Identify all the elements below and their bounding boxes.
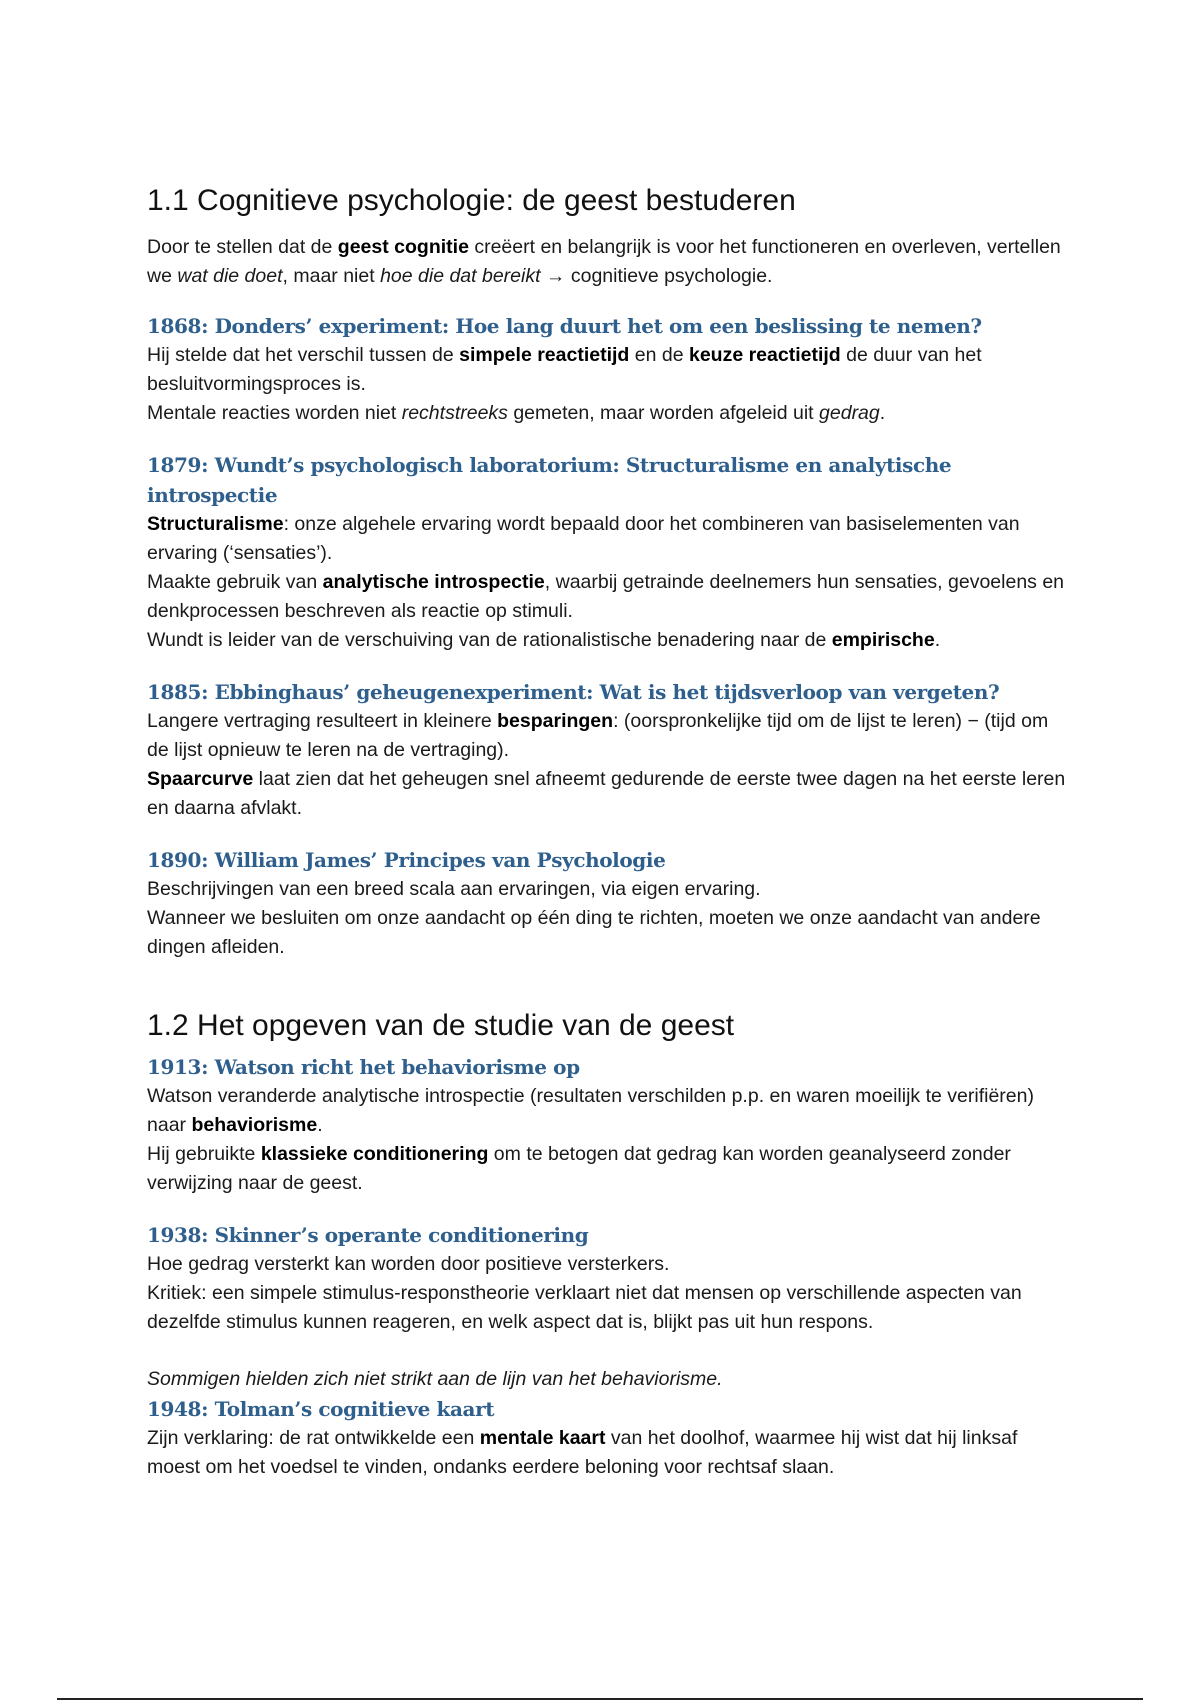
entry-heading: 1885: Ebbinghaus’ geheugenexperiment: Wat is het tijdsverloop van vergeten? (147, 680, 1000, 704)
entry (147, 677, 1067, 823)
text-run: Beschrijvingen van een breed scala aan ervaringen, via eigen ervaring. (147, 878, 761, 900)
text-run: Wanneer we besluiten om onze aandacht op één ding te richten, moeten we onze aandacht van andere dingen afleiden. (147, 907, 1041, 958)
text-run: om te betogen dat gedrag kan worden geanalyseerd zonder verwijzing naar de geest. (147, 1143, 1011, 1194)
entry-body (147, 341, 1067, 428)
section-1-entries (147, 311, 1067, 962)
paragraph (147, 707, 1067, 765)
text-run: Maakte gebruik van (147, 571, 323, 593)
text-run: : (oorspronkelijke tijd om de lijst te leren) − (tijd om de lijst opnieuw te leren na de vertraging). (147, 710, 1049, 761)
text-run: de duur van het besluitvormingsproces is. (147, 344, 982, 395)
paragraph (147, 1250, 1067, 1279)
paragraph (147, 1082, 1067, 1140)
section-1-title: 1.1 Cognitieve psychologie: de geest bestuderen (147, 184, 796, 217)
italic-term: hoe die dat bereikt (380, 265, 541, 287)
text-run: → cognitieve psychologie. (540, 265, 773, 287)
paragraph (147, 510, 1067, 568)
text-run: Zijn verklaring: de rat ontwikkelde een (147, 1427, 480, 1449)
paragraph (147, 765, 1067, 823)
text-run: . (934, 629, 941, 651)
text-run: : onze algehele ervaring wordt bepaald door het combineren van basiselementen van ervaring (‘sensaties’). (147, 513, 1020, 564)
paragraph (147, 626, 1067, 655)
text-run: Hij gebruikte (147, 1143, 261, 1165)
italic-term: wat die doet (177, 265, 283, 287)
entry-heading: 1913: Watson richt het behaviorisme op (147, 1055, 580, 1079)
text-run: Door te stellen dat de (147, 236, 338, 258)
entry (147, 1220, 1067, 1337)
entry-body (147, 1082, 1067, 1198)
bold-term: Structuralisme (147, 513, 284, 535)
bold-term: analytische introspectie (322, 571, 545, 593)
section-2-entries (147, 1052, 1067, 1337)
text-run: Hij stelde dat het verschil tussen de (147, 344, 460, 366)
bold-term: simpele reactietijd (459, 344, 630, 366)
entry-body (147, 707, 1067, 823)
section-1-intro (147, 233, 1067, 291)
text-run: gemeten, maar worden afgeleid uit (507, 402, 820, 424)
paragraph (147, 568, 1067, 626)
document-page (147, 183, 1067, 1482)
text-run: . (317, 1114, 323, 1136)
entry-body (147, 875, 1067, 962)
entry-body (147, 510, 1067, 655)
text-run: Watson veranderde analytische introspectie (resultaten verschilden p.p. en waren moeilijk te verifiëren) naar (147, 1085, 1034, 1136)
entry (147, 1052, 1067, 1198)
text-run: van het doolhof, waarmee hij wist dat hij linksaf moest om het voedsel te vinden, ondanks eerdere beloning voor rechtsaf slaan. (147, 1427, 1018, 1478)
entry-body (147, 1424, 1067, 1482)
text-run: Wundt is leider van de verschuiving van de rationalistische benadering naar de (147, 629, 832, 651)
text-run: . (879, 402, 886, 424)
entry (147, 845, 1067, 962)
paragraph (147, 1279, 1067, 1337)
bold-term: klassieke conditionering (260, 1143, 489, 1165)
behaviorism-note-text: Sommigen hielden zich niet strikt aan de lijn van het behaviorisme. (147, 1368, 723, 1390)
paragraph (147, 399, 1067, 428)
italic-term: rechtstreeks (401, 402, 508, 424)
entry-tolman (147, 1394, 1067, 1482)
text-run: creëert en belangrijk is voor het functioneren en overleven, vertellen we (147, 236, 1061, 287)
paragraph (147, 1140, 1067, 1198)
paragraph (147, 1424, 1067, 1482)
text-run: Langere vertraging resulteert in kleinere (147, 710, 498, 732)
text-run: , maar niet (282, 265, 381, 287)
entry-heading: 1868: Donders’ experiment: Hoe lang duurt het om een beslissing te nemen? (147, 314, 982, 338)
bold-term: behaviorisme (191, 1114, 318, 1136)
entry-heading: 1938: Skinner’s operante conditionering (147, 1223, 589, 1247)
bold-term: geest cognitie (337, 236, 469, 258)
section-2-title: 1.2 Het opgeven van de studie van de geest (147, 1009, 735, 1042)
text-run: Kritiek: een simpele stimulus-responstheorie verklaart niet dat mensen op verschillende aspecten van dezelfde stimulus kunnen reageren, en welk aspect dat is, blijkt pas uit hun respons. (147, 1282, 1022, 1333)
paragraph (147, 904, 1067, 962)
bold-term: mentale kaart (479, 1427, 606, 1449)
text-run: laat zien dat het geheugen snel afneemt gedurende de eerste twee dagen na het eerste leren en daarna afvlakt. (147, 768, 1066, 819)
italic-term: gedrag (819, 402, 880, 424)
bold-term: besparingen (497, 710, 614, 732)
text-run: , waarbij getrainde deelnemers hun sensaties, gevoelens en denkprocessen beschreven als reactie op stimuli. (147, 571, 1065, 622)
bold-term: Spaarcurve (147, 768, 254, 790)
entry (147, 450, 1067, 655)
text-run: en de (629, 344, 689, 366)
entry-heading: 1948: Tolman’s cognitieve kaart (147, 1397, 495, 1421)
entry (147, 311, 1067, 428)
paragraph (147, 341, 1067, 399)
bold-term: empirische (831, 629, 935, 651)
paragraph (147, 875, 1067, 904)
behaviorism-note (147, 1365, 1067, 1394)
entry-body (147, 1250, 1067, 1337)
entry-heading: 1879: Wundt’s psychologisch laboratorium: Structuralisme en analytische introspectie (147, 453, 952, 507)
entry-heading: 1890: William James’ Principes van Psychologie (147, 848, 666, 872)
text-run: Mentale reacties worden niet (147, 402, 402, 424)
text-run: Hoe gedrag versterkt kan worden door positieve versterkers. (147, 1253, 670, 1275)
bold-term: keuze reactietijd (688, 344, 841, 366)
